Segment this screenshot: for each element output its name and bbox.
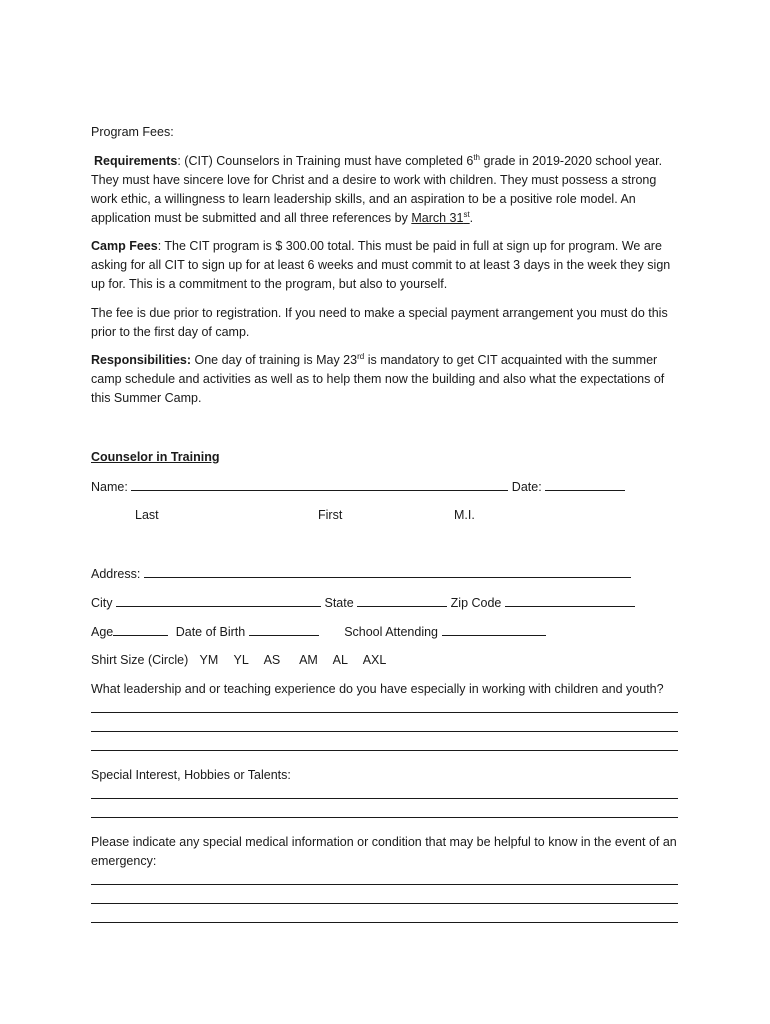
address-field[interactable] <box>144 564 631 578</box>
responsibilities-label: Responsibilities: <box>91 353 192 367</box>
state-label: State <box>324 596 354 610</box>
fee-due-paragraph: The fee is due prior to registration. If you need to make a special payment arrangement you must do this prior to the first day of camp. <box>91 306 668 339</box>
shirt-size-row <box>91 651 398 670</box>
medical-question: Please indicate any special medical information or condition that may be helpful to know in the event of an emergency: <box>91 835 677 868</box>
age-label: Age <box>91 625 114 639</box>
address-label: Address: <box>91 567 141 581</box>
shirt-size-yl[interactable]: YL <box>233 653 249 667</box>
responsibilities-paragraph: Responsibilities: One day of training is May 23rd is mandatory to get CIT acquainted with the summer camp schedule and activities as well as to help them now the building and also what the expectations of this Summer Camp. <box>91 352 665 405</box>
experience-answer-line-3[interactable] <box>91 750 678 751</box>
shirt-size-axl[interactable]: AXL <box>362 653 387 667</box>
requirements-label: Requirements <box>94 154 178 168</box>
program-fees-label: Program Fees: <box>91 125 174 139</box>
name-row <box>91 477 625 497</box>
shirt-size-am[interactable]: AM <box>299 653 318 667</box>
mi-label: M.I. <box>454 508 475 522</box>
medical-answer-line-1[interactable] <box>91 884 678 885</box>
dob-label: Date of Birth <box>175 625 246 639</box>
zip-label: Zip Code <box>450 596 502 610</box>
address-row <box>91 564 631 584</box>
age-field[interactable] <box>113 622 168 636</box>
camp-fees-label: Camp Fees <box>91 239 158 253</box>
medical-answer-line-2[interactable] <box>91 903 678 904</box>
requirements-paragraph: Requirements: (CIT) Counselors in Training must have completed 6th grade in 2019-2020 school year. They must have sincere love for Christ and a desire to work with children. They must possess a strong work ethic, a willingness to learn leadership skills, and an aspiration to be a positive role model. An application must be submitted and all three references by March 31st. <box>91 153 663 225</box>
dob-field[interactable] <box>249 622 319 636</box>
interests-answer-line-1[interactable] <box>91 798 678 799</box>
interests-answer-line-2[interactable] <box>91 817 678 818</box>
experience-answer-line-1[interactable] <box>91 712 678 713</box>
first-label: First <box>318 508 343 522</box>
shirt-size-ym[interactable]: YM <box>199 653 219 667</box>
shirt-size-label: Shirt Size (Circle) <box>91 653 189 667</box>
experience-answer-line-2[interactable] <box>91 731 678 732</box>
camp-fees-paragraph: Camp Fees: The CIT program is $ 300.00 total. This must be paid in full at sign up for program. We are asking for all CIT to sign up for at least 6 weeks and must commit to at least 3 days in the week they sign up for. This is a commitment to the program, but also to yourself. <box>91 239 671 291</box>
city-row <box>91 593 635 613</box>
medical-answer-line-3[interactable] <box>91 922 678 923</box>
shirt-size-al[interactable]: AL <box>332 653 348 667</box>
last-label: Last <box>135 508 159 522</box>
state-field[interactable] <box>357 593 447 607</box>
age-row <box>91 622 546 642</box>
date-field[interactable] <box>545 477 625 491</box>
city-label: City <box>91 596 113 610</box>
interests-question: Special Interest, Hobbies or Talents: <box>91 768 291 782</box>
zip-field[interactable] <box>505 593 635 607</box>
school-field[interactable] <box>442 622 546 636</box>
date-label: Date: <box>511 480 542 494</box>
experience-question: What leadership and or teaching experience do you have especially in working with children and youth? <box>91 682 664 696</box>
deadline: March 31st <box>411 210 470 225</box>
city-field[interactable] <box>116 593 321 607</box>
form-heading: Counselor in Training <box>91 450 220 464</box>
name-field[interactable] <box>131 477 508 491</box>
school-label: School Attending <box>344 625 439 639</box>
shirt-size-as[interactable]: AS <box>263 653 281 667</box>
name-label: Name: <box>91 480 128 494</box>
